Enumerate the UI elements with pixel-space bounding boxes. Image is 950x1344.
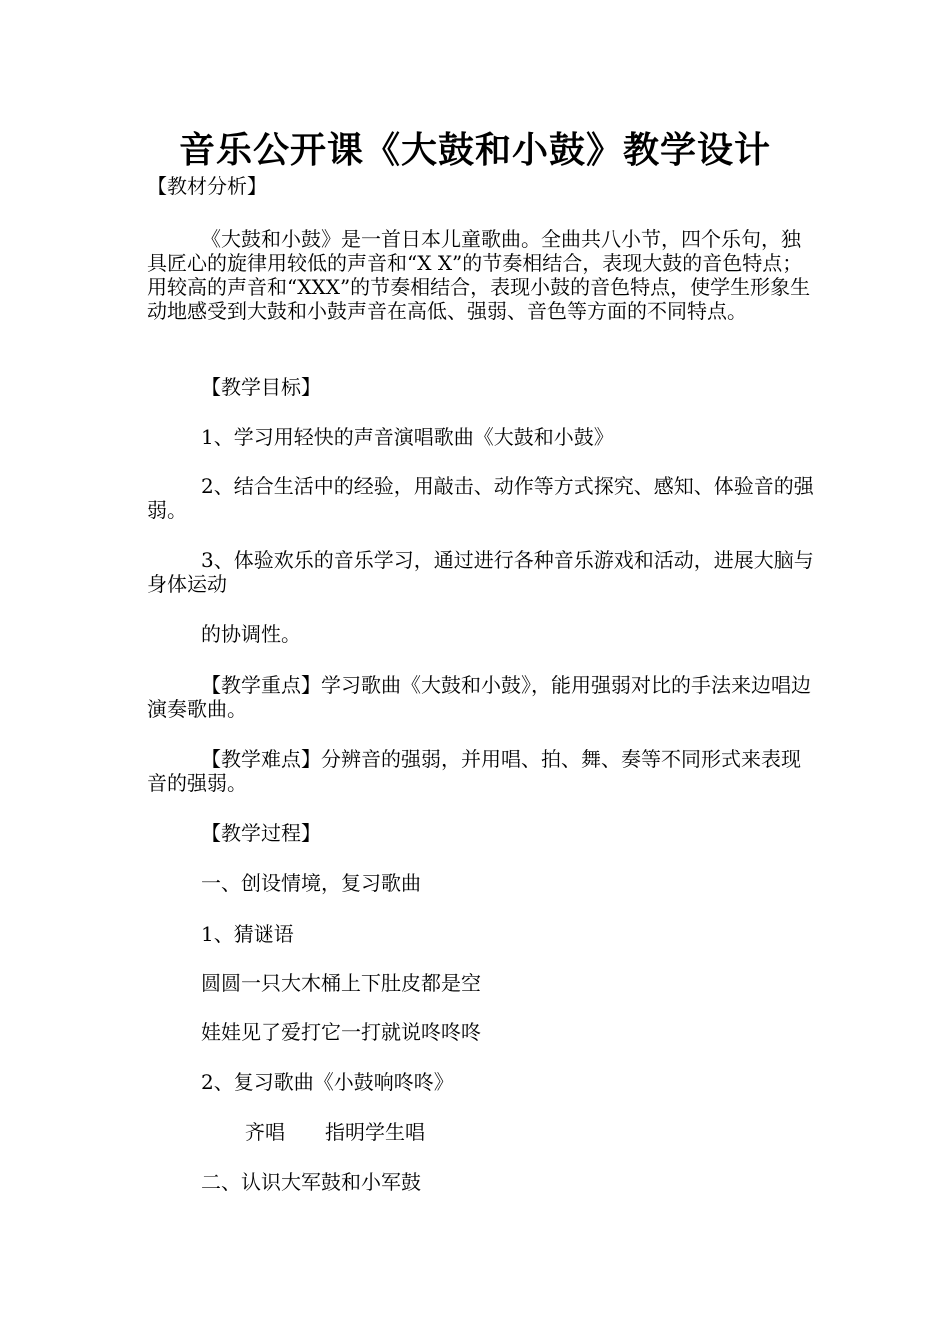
section-heading-goals: 【教学目标】 <box>201 375 321 399</box>
section-heading-process: 【教学过程】 <box>201 821 321 845</box>
process-step-2: 二、认识大军鼓和小军鼓 <box>201 1170 421 1194</box>
singing-modes: 齐唱 指明学生唱 <box>245 1120 425 1144</box>
goal-item-1: 1、学习用轻快的声音演唱歌曲《大鼓和小鼓》 <box>201 425 614 449</box>
key-point-paragraph: 【教学重点】学习歌曲《大鼓和小鼓》，能用强弱对比的手法来边唱边演奏歌曲。 <box>147 673 811 721</box>
material-analysis-paragraph: 《大鼓和小鼓》是一首日本儿童歌曲。全曲共八小节，四个乐句，独具匠心的旋律用较低的声音和“X X”的节奏相结合，表现大鼓的音色特点；用较高的声音和“XXX”的节奏相结合，表现小鼓的音色特点，使学生形象生动地感受到大鼓和小鼓声音在高低、强弱、音色等方面的不同特点。 <box>147 227 811 323</box>
goal-item-2: 2、结合生活中的经验，用敲击、动作等方式探究、感知、体验音的强弱。 <box>147 474 814 522</box>
riddle-line-2: 娃娃见了爱打它一打就说咚咚咚 <box>201 1020 481 1044</box>
goal-item-3: 3、体验欢乐的音乐学习，通过进行各种音乐游戏和活动，进展大脑与身体运动 <box>147 548 814 596</box>
section-heading-material: 【教材分析】 <box>147 174 267 198</box>
process-step-1-2: 2、复习歌曲《小鼓响咚咚》 <box>201 1070 454 1094</box>
document-title: 音乐公开课《大鼓和小鼓》教学设计 <box>178 130 771 171</box>
riddle-line-1: 圆圆一只大木桶上下肚皮都是空 <box>201 971 481 995</box>
goal-item-3-continuation: 的协调性。 <box>201 622 301 646</box>
difficult-point-paragraph: 【教学难点】分辨音的强弱，并用唱、拍、舞、奏等不同形式来表现音的强弱。 <box>147 747 801 795</box>
process-step-1: 一、创设情境，复习歌曲 <box>201 871 421 895</box>
process-step-1-1: 1、猜谜语 <box>201 922 294 946</box>
